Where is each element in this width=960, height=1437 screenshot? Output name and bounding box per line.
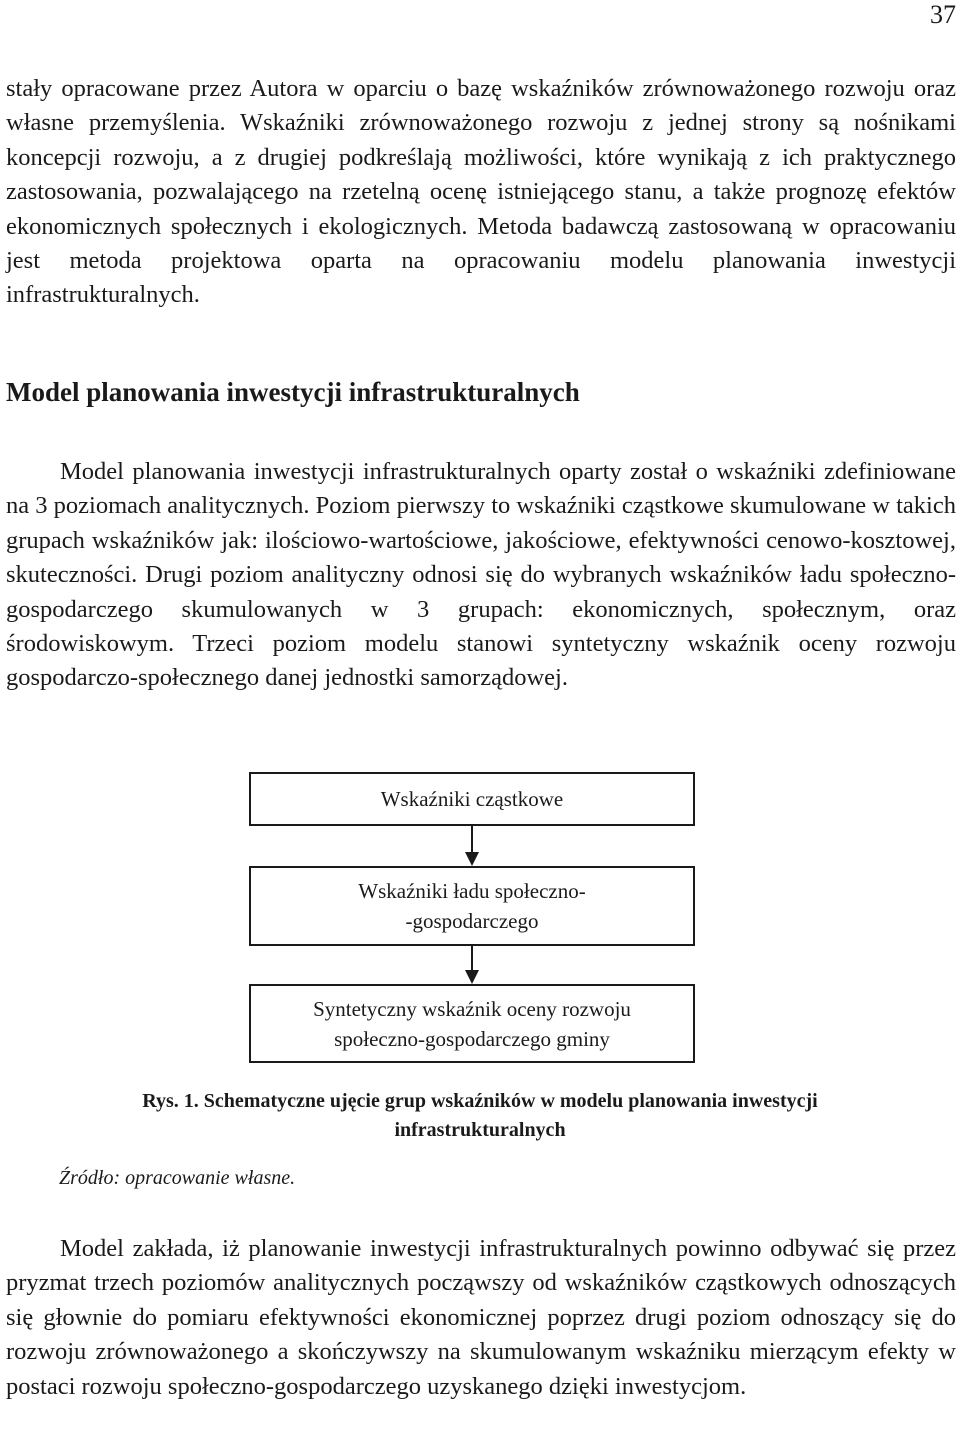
conclusion-paragraph: Model zakłada, iż planowanie inwestycji infrastrukturalnych powinno odbywać się przez pryzmat trzech poziomów analitycznych począwszy od wskaźników cząstkowych odnoszących się głownie do pomiaru efektywności ekonomicznej poprzez drugi poziom odnoszący się do rozwoju zrównoważonego a skończywszy na skumulowanym wskaźniku mierzącym efekty w postaci rozwoju społeczno-gospodarczego uzyskanego dzięki inwestycjom. [6,1235,956,1400]
figure-source: Źródło: opracowanie własne. [59,1167,296,1189]
section-heading: Model planowania inwestycji infrastrukturalnych [6,377,580,407]
flow-box-synthetic-indicator: Syntetyczny wskaźnik oceny rozwoju społeczno-gospodarczego gminy [249,984,695,1063]
down-arrow-icon [461,946,483,984]
intro-paragraph: stały opracowane przez Autora w oparciu o bazę wskaźników zrównoważonego rozwoju oraz własne przemyślenia. Wskaźniki zrównoważonego rozwoju z jednej strony są nośnikami koncepcji rozwoju, a z drugiej podkreślają możliwości, które wynikają z ich praktycznego zastosowania, pozwalającego na rzetelną ocenę istniejącego stanu, a także prognozę efektów ekonomicznych społecznych i ekologicznych. Metoda badawczą zastosowaną w opracowaniu jest metoda projektowa oparta na opracowaniu modelu planowania inwestycji infrastrukturalnych. [6,75,956,309]
page-number: 37 [930,0,956,29]
flow-box-socioeconomic-indicators: Wskaźniki ładu społeczno- -gospodarczego [249,866,695,946]
model-paragraph: Model planowania inwestycji infrastrukturalnych oparty został o wskaźniki zdefiniowane na 3 poziomach analitycznych. Poziom pierwszy to wskaźniki cząstkowe skumulowane w takich grupach wskaźników jak: ilościowo-wartościowe, jakościowe, efektywności cenowo-kosztowej, skuteczności. Drugi poziom analityczny odnosi się do wybranych wskaźników ładu społeczno-gospodarczego skumulowanych w 3 grupach: ekonomicznych, społecznym, oraz środowiskowym. Trzeci poziom modelu stanowi syntetyczny wskaźnik oceny rozwoju gospodarczo-społecznego danej jednostki samorządowej. [6,458,956,692]
down-arrow-icon [461,826,483,866]
flow-box-partial-indicators: Wskaźniki cząstkowe [249,772,695,826]
figure-caption: Rys. 1. Schematyczne ujęcie grup wskaźników w modelu planowania inwestycji infrastrukturalnych [142,1090,818,1141]
